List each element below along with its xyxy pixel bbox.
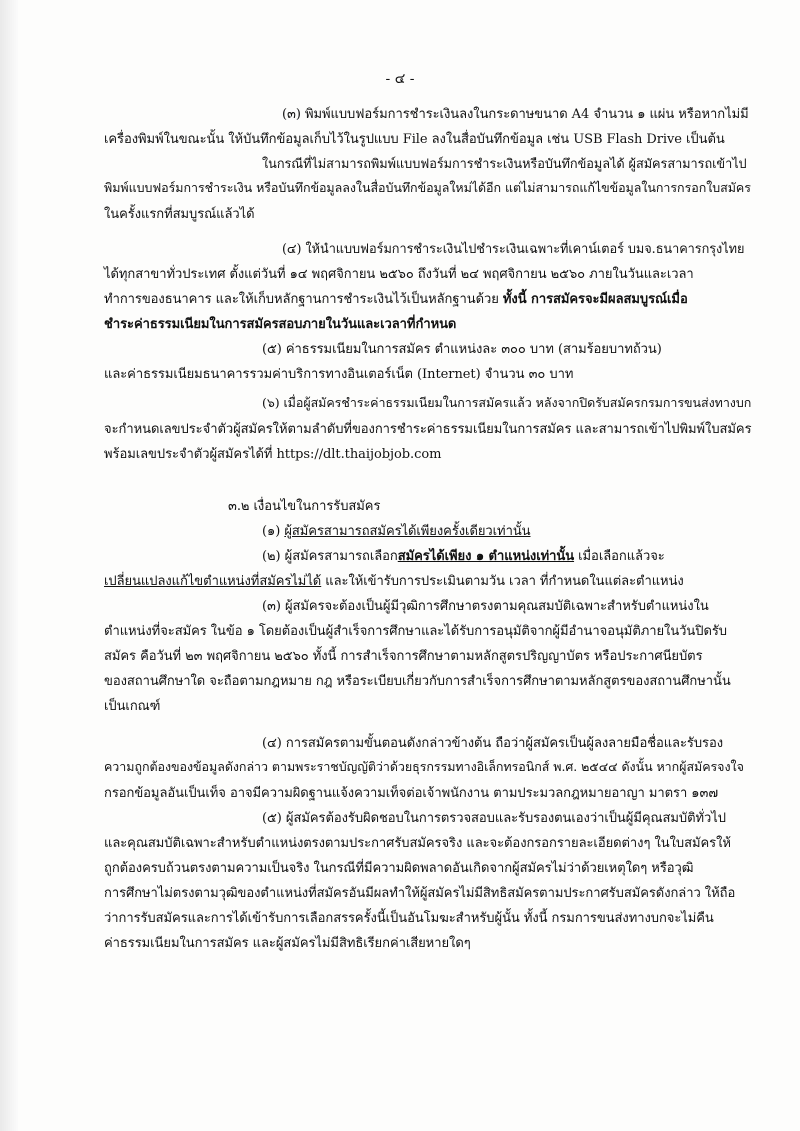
- item3-line2: เครื่องพิมพ์ในขณะนั้น ให้บันทึกข้อมูลเก็บไว้ในรูปแบบ File ลงในสื่อบันทึกข้อมูล เช่น USB Flash Drive เป็นต้น: [104, 132, 725, 147]
- condition5-line5: ว่าการรับสมัครและการได้เข้ารับการเลือกสรรครั้งนี้เป็นอันโมฆะสำหรับผู้นั้น ทั้งนี้ กรมการขนส่งทางบกจะไม่คืน: [104, 911, 714, 926]
- item4-line1: (๔) ให้นำแบบฟอร์มการชำระเงินไปชำระเงินเฉพาะที่เคาน์เตอร์ บมจ.ธนาคารกรุงไทย: [282, 242, 745, 257]
- item5-line2: และค่าธรรมเนียมธนาคารรวมค่าบริการทางอินเตอร์เน็ต (Internet) จำนวน ๓๐ บาท: [104, 367, 574, 382]
- item3-line4: พิมพ์แบบฟอร์มการชำระเงิน หรือบันทึกข้อมูลลงในสื่อบันทึกข้อมูลใหม่ได้อีก แต่ไม่สามารถแก้ไขข้อมูลในการกรอกใบสมัคร: [104, 180, 751, 195]
- item6-line3: พร้อมเลขประจำตัวผู้สมัครได้ที่ https://dlt.thaijobjob.com: [104, 447, 442, 462]
- item6-line2: จะกำหนดเลขประจำตัวผู้สมัครให้ตามลำดับที่ของการชำระค่าธรรมเนียมในการสมัคร และสามารถเข้าไปพิมพ์ใบสมัคร: [104, 422, 752, 437]
- item3-line1: (๓) พิมพ์แบบฟอร์มการชำระเงินลงในกระดาษขนาด A4 จำนวน ๑ แผ่น หรือหากไม่มี: [282, 107, 749, 122]
- condition3-line5: เป็นเกณฑ์: [104, 699, 161, 714]
- condition5-line2: และคุณสมบัติเฉพาะสำหรับตำแหน่งตรงตามประกาศรับสมัครจริง และจะต้องกรอกรายละเอียดต่างๆ ในใบสมัครให้: [104, 836, 731, 851]
- condition5-line4: การศึกษาไม่ตรงตามวุฒิของตำแหน่งที่สมัครอันมีผลทำให้ผู้สมัครไม่มีสิทธิสมัครตามประกาศรับสมัครดังกล่าว ให้ถือ: [104, 886, 736, 901]
- condition2-line2-suffix: และให้เข้ารับการประเมินตามวัน เวลา ที่กำหนดในแต่ละตำแหน่ง: [321, 574, 684, 589]
- condition4-line1: (๔) การสมัครตามขั้นตอนดังกล่าวข้างต้น ถือว่าผู้สมัครเป็นผู้ลงลายมือชื่อและรับรอง: [262, 736, 724, 751]
- condition3-line4: ของสถานศึกษาใด จะถือตามกฎหมาย กฎ หรือระเบียบเกี่ยวกับการสำเร็จการศึกษาตามหลักสูตรของสถานศึกษานั้น: [104, 674, 731, 689]
- item5-line1: (๕) ค่าธรรมเนียมในการสมัคร ตำแหน่งละ ๓๐๐ บาท (สามร้อยบาทถ้วน): [262, 342, 662, 357]
- condition3-line2: ตำแหน่งที่จะสมัคร ในข้อ ๑ โดยต้องเป็นผู้สำเร็จการศึกษาและได้รับการอนุมัติจากผู้มีอำนาจอนุมัติภายในวันปิดรับ: [104, 624, 727, 639]
- condition2-underlined: สมัครได้เพียง ๑ ตำแหน่งเท่านั้น: [397, 549, 575, 564]
- condition2-prefix: (๒) ผู้สมัครสามารถเลือก: [262, 549, 398, 564]
- condition3-line1: (๓) ผู้สมัครจะต้องเป็นผู้มีวุฒิการศึกษาตรงตามคุณสมบัติเฉพาะสำหรับตำแหน่งใน: [262, 599, 709, 614]
- item4-line3-bold: ทั้งนี้ การสมัครจะมีผลสมบูรณ์เมื่อ: [502, 292, 688, 307]
- item6-line1: (๖) เมื่อผู้สมัครชำระค่าธรรมเนียมในการสมัครแล้ว หลังจากปิดรับสมัครกรมการขนส่งทางบก: [262, 395, 752, 410]
- condition4-line3: กรอกข้อมูลอันเป็นเท็จ อาจมีความผิดฐานแจ้งความเท็จต่อเจ้าพนักงาน ตามประมวลกฎหมายอาญา มาตรา ๑๓๗: [104, 786, 719, 801]
- item3-line3: ในกรณีที่ไม่สามารถพิมพ์แบบฟอร์มการชำระเงินหรือบันทึกข้อมูลได้ ผู้สมัครสามารถเข้าไป: [262, 157, 747, 172]
- item4-line4: ชำระค่าธรรมเนียมในการสมัครสอบภายในวันและเวลาที่กำหนด: [104, 317, 457, 332]
- item4-line2: ได้ทุกสาขาทั่วประเทศ ตั้งแต่วันที่ ๑๔ พฤศจิกายน ๒๕๖๐ ถึงวันที่ ๒๔ พฤศจิกายน ๒๕๖๐ ภายในวันและเวลา: [104, 267, 694, 282]
- condition2-line2-underlined: เปลี่ยนแปลงแก้ไขตำแหน่งที่สมัครไม่ได้: [104, 574, 322, 589]
- condition4-line2: ความถูกต้องของข้อมูลดังกล่าว ตามพระราชบัญญัติว่าด้วยธุรกรรมทางอิเล็กทรอนิกส์ พ.ศ. ๒๕๔๔ ดังนั้น หากผู้สมัครจงใจ: [104, 759, 744, 774]
- condition2-suffix: เมื่อเลือกแล้วจะ: [574, 549, 665, 564]
- item4-line3: [104, 288, 688, 309]
- section-heading: ๓.๒ เงื่อนไขในการรับสมัคร: [228, 499, 381, 514]
- condition5-line1: (๕) ผู้สมัครต้องรับผิดชอบในการตรวจสอบและรับรองตนเองว่าเป็นผู้มีคุณสมบัติทั่วไป: [262, 811, 726, 826]
- condition1-underlined: ผู้สมัครสามารถสมัครได้เพียงครั้งเดียวเท่านั้น: [284, 524, 531, 539]
- condition2-line2: [104, 570, 684, 591]
- condition3-line3: สมัคร คือวันที่ ๒๓ พฤศจิกายน ๒๕๖๐ ทั้งนี้ การสำเร็จการศึกษาตามหลักสูตรปริญญาบัตร หรือประกาศนียบัตร: [104, 649, 703, 664]
- page-number: - ๔ -: [385, 71, 415, 87]
- condition5-line3: ถูกต้องครบถ้วนตรงตามความเป็นจริง ในกรณีที่มีความผิดพลาดอันเกิดจากผู้สมัครไม่ว่าด้วยเหตุใดๆ หรือวุฒิ: [104, 861, 694, 876]
- condition1-prefix: (๑): [262, 524, 285, 539]
- condition5-line6: ค่าธรรมเนียมในการสมัคร และผู้สมัครไม่มีสิทธิเรียกค่าเสียหายใดๆ: [104, 936, 471, 951]
- condition1-line1: [262, 520, 531, 541]
- condition2-line1: [262, 545, 665, 566]
- item4-line3-text: ทำการของธนาคาร และให้เก็บหลักฐานการชำระเงินไว้เป็นหลักฐานด้วย: [104, 292, 503, 307]
- scan-edge-shadow: [0, 0, 18, 1131]
- item3-line5: ในครั้งแรกที่สมบูรณ์แล้วได้: [104, 207, 255, 222]
